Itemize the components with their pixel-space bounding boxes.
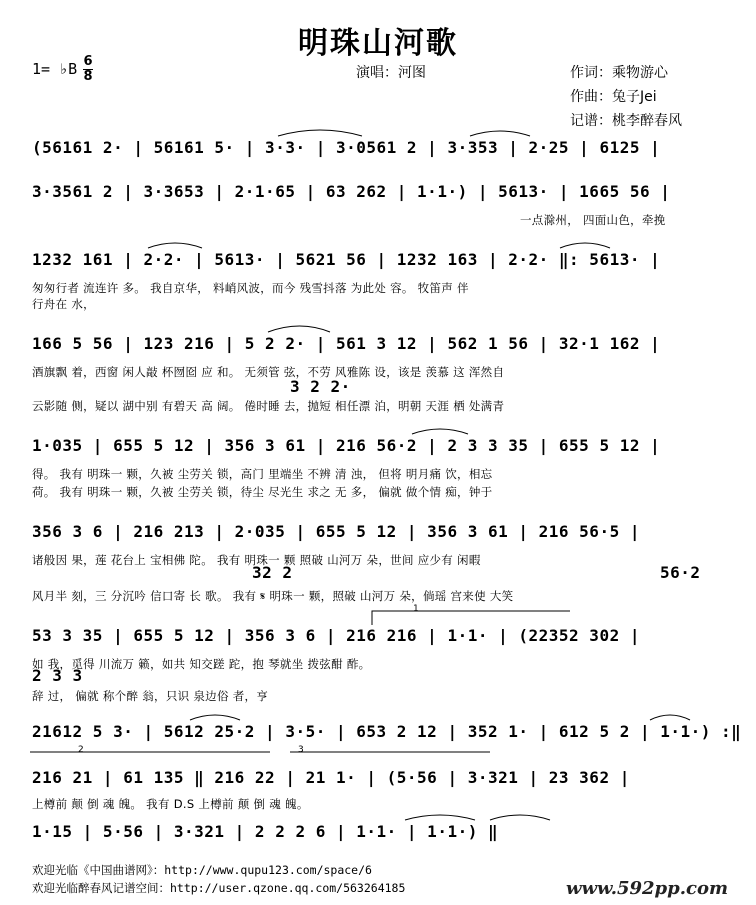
song-title: 明珠山河歌 xyxy=(298,26,458,61)
harmony-mark-4: 2 3 3 xyxy=(32,666,83,685)
volta-1-label: 1 xyxy=(413,604,419,614)
staff-3-notes: 1232 161 | 2·2· | 5613· | 5621 56 | 1232 163 | 2·2· ‖: 5613· | xyxy=(32,250,661,269)
staff-5-lyrics-2: 荷。 我有 明珠一 颗，久被 尘劳关 锁，待尘 尽光生 求之 无 多， 偏就 做个情 痴，钟于 xyxy=(32,485,493,499)
slur xyxy=(278,130,362,136)
staff-5-notes: 1·035 | 655 5 12 | 356 3 61 | 216 56·2 | 2 3 3 35 | 655 5 12 | xyxy=(32,436,661,455)
staff-6-lyrics-2: 风月半 刻，三 分沉吟 信口寄 长 歌。 我有 𝄋 明珠一 颗，照破 山河万 朵，倘瑶 宫来使 大笑 xyxy=(32,589,514,603)
staff-7-lyrics-2: 辞 过， 偏就 称个醉 翁，只识 泉边俗 者，亨 xyxy=(32,689,269,703)
slur xyxy=(412,429,468,434)
volta-3-label: 3 xyxy=(298,745,304,755)
staff-8-notes: 21612 5 3· | 5612 25·2 | 3·5· | 653 2 12 | 352 1· | 612 5 2 | 1·1·) :‖ xyxy=(32,722,742,741)
transcriber-credit: 记谱：桃李醉春风 xyxy=(570,113,682,129)
harmony-mark-2: 32 2 xyxy=(252,563,293,582)
site-watermark: www.592pp.com xyxy=(566,878,728,899)
slur xyxy=(470,131,530,136)
staff-3-lyrics-2: 行舟在 水， xyxy=(32,297,95,311)
singer-credit: 演唱：河图 xyxy=(356,65,426,81)
composer-credit: 作曲：兔子Jei xyxy=(570,89,657,105)
volta-1-bracket xyxy=(372,611,570,625)
staff-2-notes: 3·3561 2 | 3·3653 | 2·1·65 | 63 262 | 1·1·) | 5613· | 1665 56 | xyxy=(32,182,671,201)
slur xyxy=(650,715,690,720)
staff-4-notes: 166 5 56 | 123 216 | 5 2 2· | 561 3 12 | 562 1 56 | 32·1 162 | xyxy=(32,334,661,353)
lyricist-credit: 作词：乘物游心 xyxy=(570,65,668,81)
staff-7-notes: 53 3 35 | 655 5 12 | 356 3 6 | 216 216 | 1·1· | (22352 302 | xyxy=(32,626,640,645)
volta-2-label: 2 xyxy=(78,745,84,755)
staff-3-lyrics-1: 匆匆行者 流连许 多。 我自京华， 料峭风波，而今 残雪抖落 为此处 容。 牧笛声 伴 xyxy=(32,281,469,295)
staff-2-lyrics: 一点滁州， 四面山色，牵挽 xyxy=(520,213,666,227)
slur xyxy=(560,243,610,248)
meter-bottom: 8 xyxy=(83,69,93,84)
staff-6-lyrics-1: 诸般因 果，莲 花台上 宝相佛 陀。 我有 明珠一 颗 照破 山河万 朵，世间 应少有 闲暇 xyxy=(32,553,481,567)
slur xyxy=(405,815,475,820)
staff-10-notes: 1·15 | 5·56 | 3·321 | 2 2 2 6 | 1·1· | 1·1·) ‖ xyxy=(32,822,499,841)
footer-link-2[interactable]: 欢迎光临醉春风记谱空间：http://user.qzone.qq.com/563264185 xyxy=(32,881,406,895)
staff-4-lyrics-1: 酒旗飘 着，西窗 闲人敲 杯囫囵 应 和。 无须管 弦，不劳 风雅陈 设，该是 羡慕 这 浑然自 xyxy=(32,365,505,379)
meter-top: 6 xyxy=(83,54,93,69)
slur xyxy=(490,815,550,820)
staff-4-lyrics-2: 云影随 侧，疑以 湖中别 有碧天 高 阔。 倦时睡 去，抛短 相任漂 泊，明朝 天涯 栖 处满青 xyxy=(32,399,505,413)
staff-1-notes: (56161 2· | 56161 5· | 3·3· | 3·0561 2 | 3·353 | 2·25 | 6125 | xyxy=(32,138,661,157)
key-signature: 1= ♭B xyxy=(32,60,78,78)
harmony-mark-1: 3 2 2· xyxy=(290,377,351,396)
slur xyxy=(190,715,240,720)
slur xyxy=(268,326,330,332)
staff-7-lyrics-1: 如 我，觅得 川流万 籁，如共 知交蹉 跎，抱 琴就坐 拨弦酣 酢。 xyxy=(32,657,371,671)
slur xyxy=(148,243,202,248)
staff-5-lyrics-1: 得。 我有 明珠一 颗，久被 尘劳关 锁，高门 里端坐 不辨 清 浊， 但将 明月痛 饮，相忘 xyxy=(32,467,493,481)
harmony-mark-3: 56·2 xyxy=(660,563,701,582)
staff-9-notes: 216 21 | 61 135 ‖ 216 22 | 21 1· | (5·56 | 3·321 | 23 362 | xyxy=(32,768,630,787)
staff-9-lyrics: 上樽前 颠 倒 魂 魄。 我有 D.S 上樽前 颠 倒 魂 魄。 xyxy=(32,797,309,811)
footer-link-1[interactable]: 欢迎光临《中国曲谱网》：http://www.qupu123.com/space/6 xyxy=(32,863,372,877)
staff-6-notes: 356 3 6 | 216 213 | 2·035 | 655 5 12 | 356 3 61 | 216 56·5 | xyxy=(32,522,640,541)
